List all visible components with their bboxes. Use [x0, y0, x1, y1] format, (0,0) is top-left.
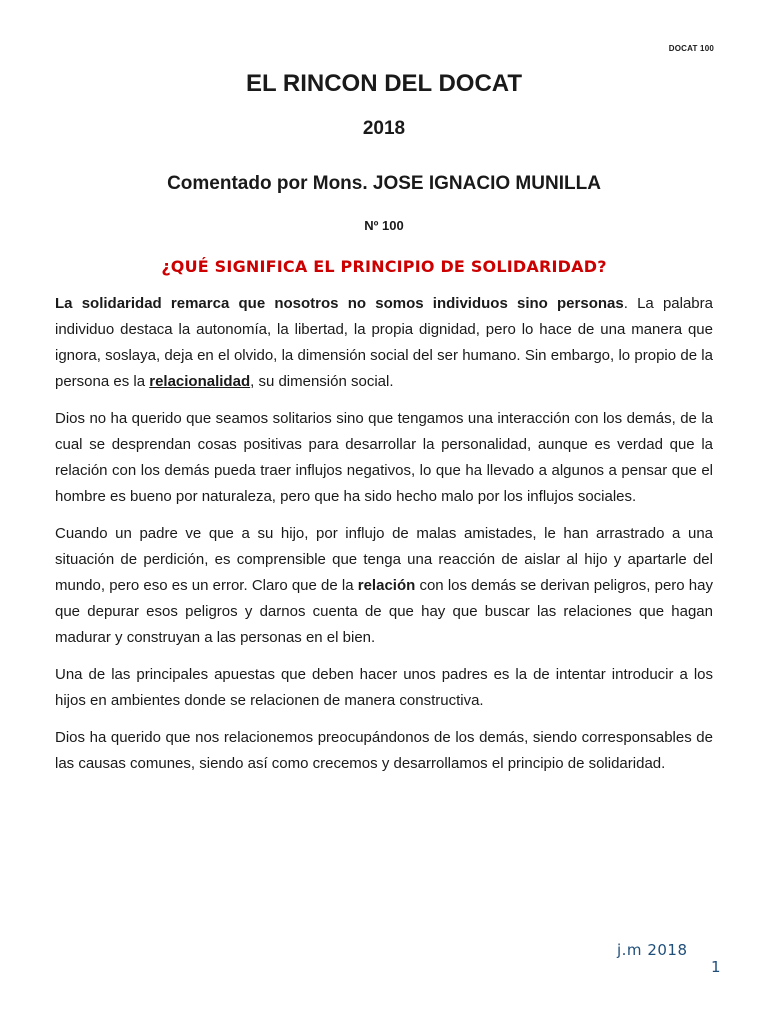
footer-signature: j.m 2018 — [617, 941, 688, 959]
body-text — [55, 291, 713, 788]
paragraph-3 — [55, 521, 713, 651]
paragraph-1-text-a: . La palabra individuo destaca la autonomía, la libertad, la propia dignidad, pero lo hace de una manera que ignora, soslaya, deja en el olvido, la dimensión social del ser humano. Sin embargo, lo propio de la persona es la — [55, 295, 713, 390]
paragraph-3-text-a: Cuando un padre ve que a su hijo, por influjo de malas amistades, le han arrastrado a una situación de perdición, es comprensible que tenga una reacción de aislar al hijo y apartarle del mundo, pero eso es un error. Claro que de la — [55, 525, 713, 594]
document-header-label: DOCAT 100 — [668, 44, 714, 53]
paragraph-1-bold-intro: La solidaridad remarca que nosotros no somos individuos sino personas — [55, 295, 624, 312]
document-title: EL RINCON DEL DOCAT — [245, 70, 522, 97]
commentator-line: Comentado por Mons. JOSE IGNACIO MUNILLA — [167, 173, 601, 194]
paragraph-2: Dios no ha querido que seamos solitarios sino que tengamos una interacción con los demás, de la cual se desprendan cosas positivas para desarrollar la personalidad, aunque es verdad que la relación con los demás pueda traer influjos negativos, lo que ha llevado a algunos a pensar que el hombre es bueno por naturaleza, pero que ha sido hecho malo por los influjos sociales. — [55, 410, 713, 505]
paragraph-5: Dios ha querido que nos relacionemos preocupándonos de los demás, siendo corresponsables de las causas comunes, siendo así como crecemos y desarrollamos el principio de solidaridad. — [55, 729, 713, 772]
page-number: 1 — [711, 958, 721, 976]
paragraph-1-text-b: , su dimensión social. — [250, 373, 394, 390]
issue-number: Nº 100 — [364, 218, 404, 233]
document-year: 2018 — [362, 118, 406, 139]
section-question-heading: ¿QUÉ SIGNIFICA EL PRINCIPIO DE SOLIDARIDAD? — [161, 257, 607, 276]
paragraph-1-keyword-relacionalidad: relacionalidad — [149, 373, 251, 390]
paragraph-1 — [55, 291, 713, 395]
paragraph-4: Una de las principales apuestas que deben hacer unos padres es la de intentar introducir a los hijos en ambientes donde se relacionen de manera constructiva. — [55, 666, 713, 709]
paragraph-3-keyword-relacion: relación — [357, 577, 416, 594]
paragraph-3-text-b: con los demás se derivan peligros, pero hay que depurar esos peligros y darnos cuenta de que hay que buscar las relaciones que hagan madurar y construyan a las personas en el bien. — [55, 577, 713, 646]
